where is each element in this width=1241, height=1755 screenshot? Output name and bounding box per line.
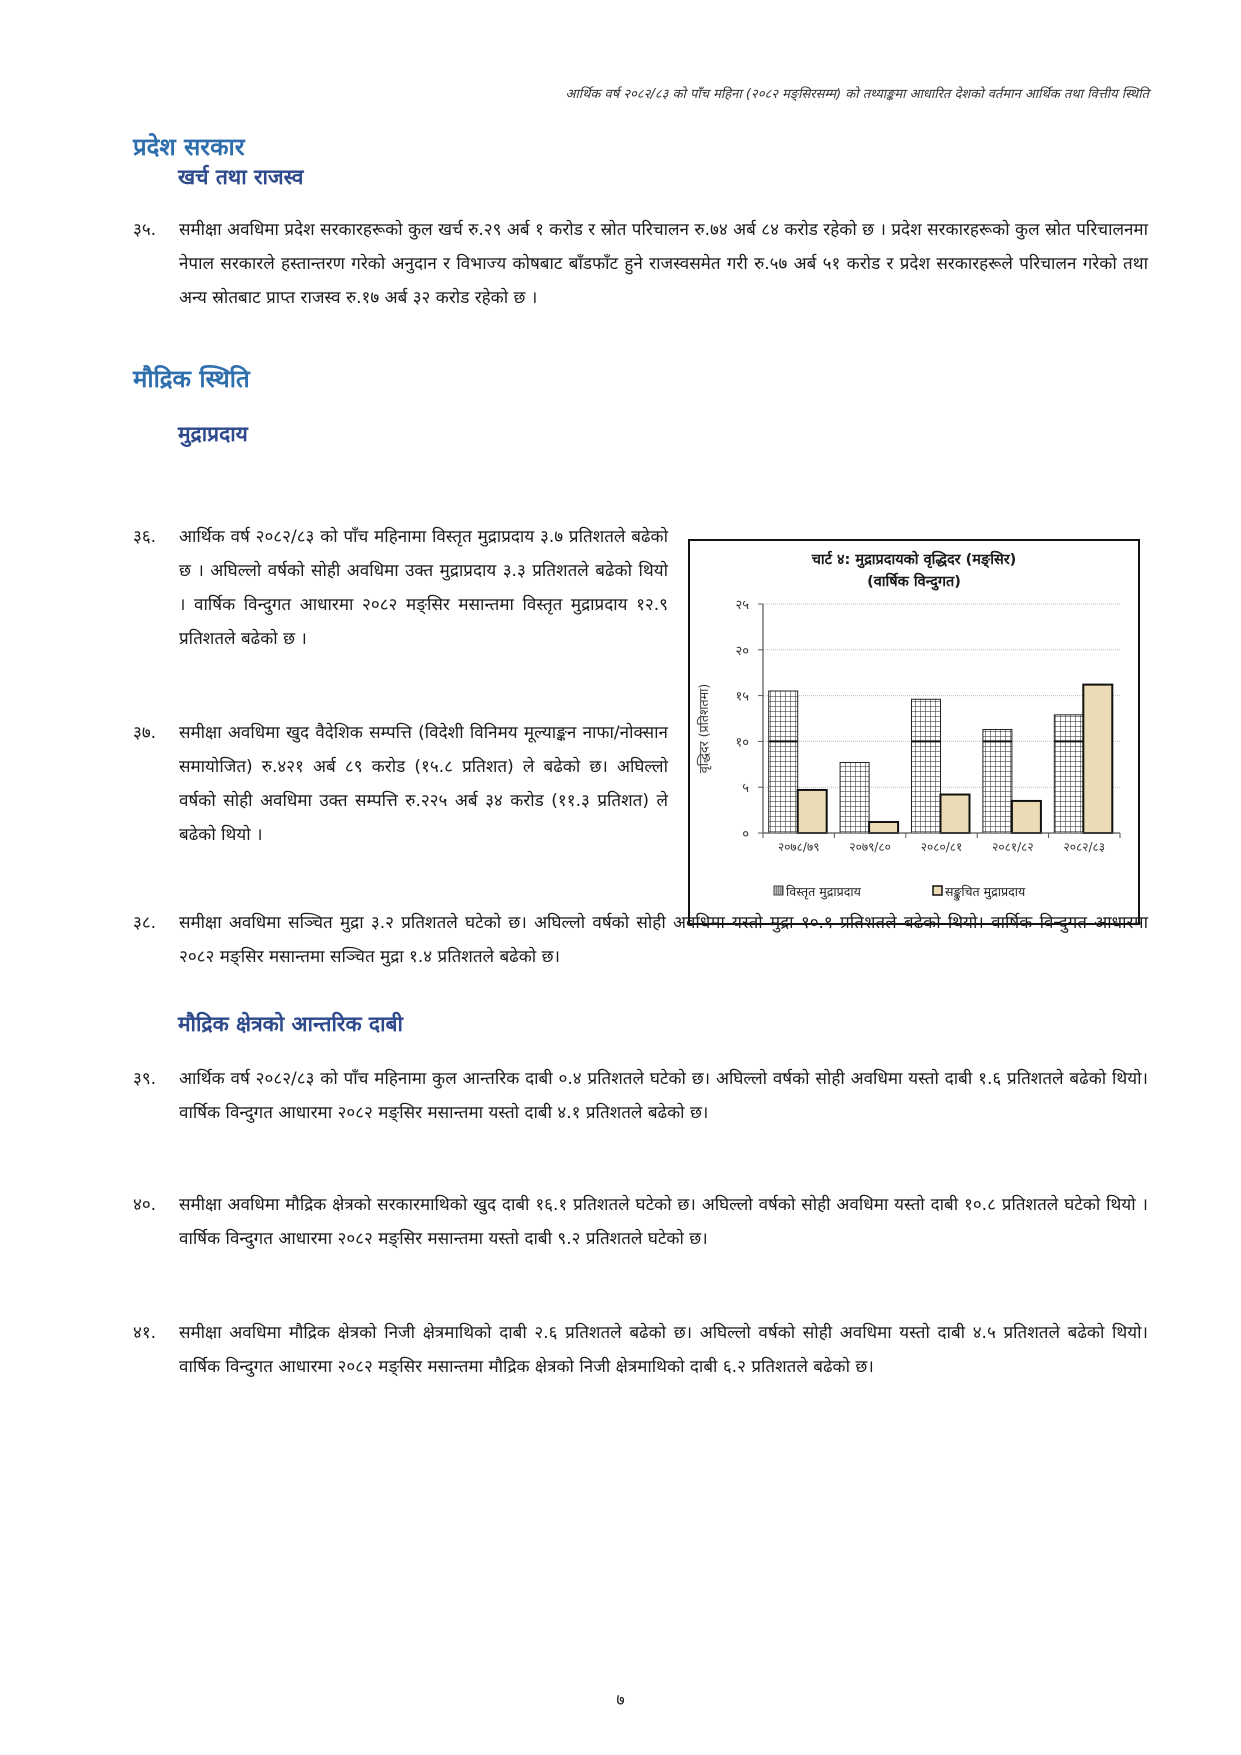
paragraph-37 bbox=[133, 716, 668, 852]
paragraph-text: समीक्षा अवधिमा सञ्चित मुद्रा ३.२ प्रतिशतले घटेको छ। अघिल्लो वर्षको सोही अवधिमा यस्तो मुद्रा १०.९ प्रतिशतले बढेको थियो। वार्षिक विन्दुगत आधारमा २०८२ मङ्सिर मसान्तमा सञ्चित मुद्रा १.४ प्रतिशतले बढेको छ। bbox=[179, 913, 1148, 967]
bar-narrow-money bbox=[1083, 685, 1112, 833]
legend-swatch-narrow-money bbox=[933, 886, 942, 895]
x-tick-label: २०८१/८२ bbox=[992, 840, 1034, 854]
paragraph-number: ४१. bbox=[133, 1323, 157, 1343]
x-tick-label: २०८२/८३ bbox=[1063, 840, 1106, 854]
y-tick-label: २० bbox=[735, 643, 749, 659]
subheading-money-supply: मुद्राप्रदाय bbox=[178, 422, 248, 446]
bar-broad-money bbox=[983, 729, 1012, 833]
bar-narrow-money bbox=[798, 790, 827, 833]
subheading-domestic-claims: मौद्रिक क्षेत्रको आन्तरिक दाबी bbox=[178, 1012, 403, 1036]
chart-title: चार्ट ४: मुद्राप्रदायको वृद्धिदर (मङ्सिर) bbox=[811, 552, 1017, 568]
paragraph-number: ३५. bbox=[133, 220, 157, 240]
bar-broad-money bbox=[769, 691, 798, 833]
bar-narrow-money bbox=[869, 822, 898, 833]
bar-broad-money bbox=[912, 699, 941, 833]
paragraph-number: ३९. bbox=[133, 1069, 157, 1089]
section-heading-monetary: मौद्रिक स्थिति bbox=[133, 365, 250, 393]
bar-broad-money bbox=[840, 762, 869, 833]
paragraph-text: आर्थिक वर्ष २०८२/८३ को पाँच महिनामा विस्तृत मुद्राप्रदाय ३.७ प्रतिशतले बढेको छ । अघिल्लो वर्षको सोही अवधिमा उक्त मुद्राप्रदाय ३.३ प्रतिशतले बढेको थियो । वार्षिक विन्दुगत आधारमा २०८२ मङ्सिर मसान्तमा विस्तृत मुद्राप्रदाय १२.९ प्रतिशतले बढेको छ । bbox=[179, 527, 668, 649]
paragraph-40 bbox=[133, 1188, 1148, 1256]
bar-narrow-money bbox=[941, 795, 970, 833]
y-tick-label: १० bbox=[735, 735, 749, 751]
paragraph-number: ३७. bbox=[133, 723, 157, 743]
paragraph-35 bbox=[133, 213, 1148, 315]
paragraph-38 bbox=[133, 906, 1148, 974]
chart-plot bbox=[690, 541, 1138, 923]
y-tick-label: १५ bbox=[735, 689, 749, 705]
bar-broad-money bbox=[1054, 715, 1083, 833]
y-tick-label: ५ bbox=[742, 781, 749, 797]
paragraph-number: ३६. bbox=[133, 527, 157, 547]
running-header: आर्थिक वर्ष २०८२/८३ को पाँच महिना (२०८२ मङ्सिरसम्म) को तथ्याङ्कमा आधारित देशको वर्तमान आर्थिक तथा वित्तीय स्थिति bbox=[565, 87, 1149, 102]
paragraph-39 bbox=[133, 1062, 1148, 1130]
paragraph-text: समीक्षा अवधिमा प्रदेश सरकारहरूको कुल खर्च रु.२९ अर्ब १ करोड र स्रोत परिचालन रु.७४ अर्ब ८४ करोड रहेको छ । प्रदेश सरकारहरूको कुल स्रोत परिचालनमा नेपाल सरकारले हस्तान्तरण गरेको अनुदान र विभाज्य कोषबाट बाँडफाँट हुने राजस्वसमेत गरी रु.५७ अर्ब ५१ करोड र प्रदेश सरकारहरूले परिचालन गरेको तथा अन्य स्रोतबाट प्राप्त राजस्व रु.१७ अर्ब ३२ करोड रहेको छ । bbox=[179, 220, 1148, 308]
legend-label-broad-money: विस्तृत मुद्राप्रदाय bbox=[786, 884, 861, 899]
paragraph-41 bbox=[133, 1316, 1148, 1384]
y-tick-label: २५ bbox=[735, 598, 749, 613]
x-tick-label: २०७९/८० bbox=[849, 840, 891, 854]
paragraph-number: ४०. bbox=[133, 1195, 157, 1215]
paragraph-text: समीक्षा अवधिमा खुद वैदेशिक सम्पत्ति (विदेशी विनिमय मूल्याङ्कन नाफा/नोक्सान समायोजित) रु.४२१ अर्ब ८९ करोड (१५.८ प्रतिशत) ले बढेको छ। अघिल्लो वर्षको सोही अवधिमा उक्त सम्पत्ति रु.२२५ अर्ब ३४ करोड (११.३ प्रतिशत) ले बढेको थियो । bbox=[179, 723, 668, 845]
paragraph-36 bbox=[133, 520, 668, 656]
legend-label-narrow-money: सङ्कुचित मुद्राप्रदाय bbox=[945, 884, 1026, 899]
paragraph-number: ३८. bbox=[133, 913, 157, 933]
bar-narrow-money bbox=[1012, 801, 1041, 833]
paragraph-text: समीक्षा अवधिमा मौद्रिक क्षेत्रको सरकारमाथिको खुद दाबी १६.१ प्रतिशतले घटेको छ। अघिल्लो वर्षको सोही अवधिमा यस्तो दाबी १०.८ प्रतिशतले घटेको थियो । वार्षिक विन्दुगत आधारमा २०८२ मङ्सिर मसान्तमा यस्तो दाबी ९.२ प्रतिशतले घटेको छ। bbox=[179, 1195, 1148, 1249]
x-tick-label: २०७८/७९ bbox=[777, 840, 820, 854]
y-tick-label: ० bbox=[742, 827, 749, 842]
legend-swatch-broad-money bbox=[774, 886, 783, 895]
chart-money-supply-growth bbox=[688, 539, 1140, 925]
page-number: ७ bbox=[616, 1690, 625, 1709]
paragraph-text: आर्थिक वर्ष २०८२/८३ को पाँच महिनामा कुल आन्तरिक दाबी ०.४ प्रतिशतले घटेको छ। अघिल्लो वर्षको सोही अवधिमा यस्तो दाबी १.६ प्रतिशतले बढेको थियो। वार्षिक विन्दुगत आधारमा २०८२ मङ्सिर मसान्तमा यस्तो दाबी ४.१ प्रतिशतले बढेको छ। bbox=[179, 1069, 1148, 1123]
x-tick-label: २०८०/८१ bbox=[920, 840, 963, 854]
subheading-expenditure-revenue: खर्च तथा राजस्व bbox=[178, 165, 304, 189]
section-heading-province: प्रदेश सरकार bbox=[133, 133, 245, 161]
chart-subtitle: (वार्षिक विन्दुगत) bbox=[867, 574, 961, 590]
paragraph-text: समीक्षा अवधिमा मौद्रिक क्षेत्रको निजी क्षेत्रमाथिको दाबी २.६ प्रतिशतले बढेको छ। अघिल्लो वर्षको सोही अवधिमा यस्तो दाबी ४.५ प्रतिशतले बढेको थियो। वार्षिक विन्दुगत आधारमा २०८२ मङ्सिर मसान्तमा मौद्रिक क्षेत्रको निजी क्षेत्रमाथिको दाबी ६.२ प्रतिशतले बढेको छ। bbox=[179, 1323, 1148, 1377]
y-axis-label: वृद्धिदर (प्रतिशतमा) bbox=[696, 683, 711, 774]
